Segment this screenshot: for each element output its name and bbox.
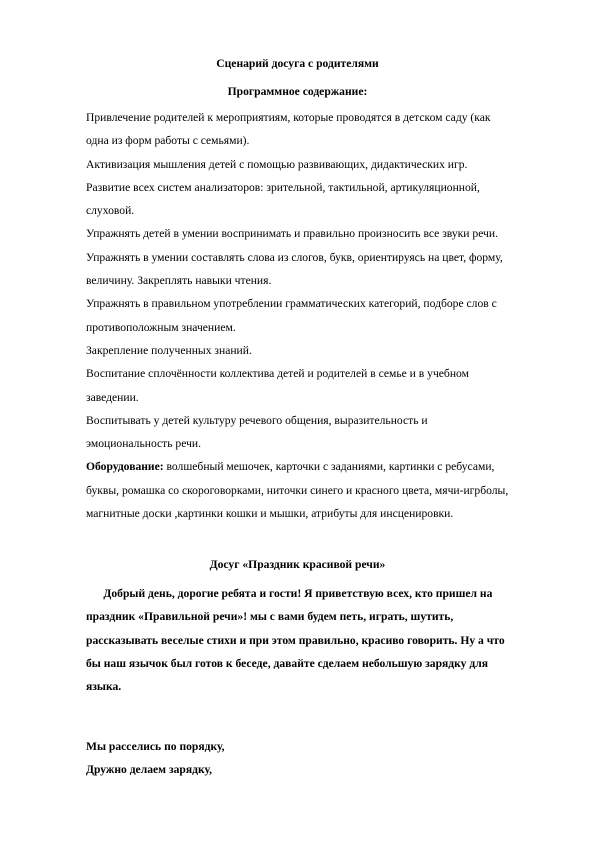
program-line: Упражнять детей в умении воспринимать и правильно произносить все звуки речи. — [86, 227, 498, 241]
greeting-line: праздник «Правильной речи»! мы с вами будем петь, играть, шутить, — [86, 610, 454, 624]
section-title: Досуг «Праздник красивой речи» — [209, 558, 386, 571]
program-line: Воспитание сплочённости коллектива детей и родителей в семье и в учебном — [86, 367, 469, 381]
poem-line: Мы расселись по порядку, — [86, 740, 225, 753]
program-heading: Программное содержание: — [227, 85, 368, 98]
greeting-line: Добрый день, дорогие ребята и гости! Я приветствую всех, кто пришел на — [86, 587, 493, 600]
poem-line: Дружно делаем зарядку, — [86, 763, 213, 777]
greeting-line: бы наш язычок был готов к беседе, давайте сделаем небольшую зарядку для — [86, 656, 489, 670]
program-line: Активизация мышления детей с помощью развивающих, дидактических игр. — [86, 157, 468, 171]
equipment-label: Оборудование: — [86, 460, 164, 474]
greeting-line: рассказывать веселые стихи и при этом правильно, красиво говорить. Ну а что — [86, 633, 505, 647]
program-line: Упражнять в правильном употреблении грамматических категорий, подборе слов с — [86, 297, 497, 311]
program-line: противоположным значением. — [86, 320, 236, 334]
greeting-paragraph — [86, 582, 556, 698]
equipment-line: магнитные доски ,картинки кошки и мышки, атрибуты для инсценировки. — [86, 507, 454, 521]
poem — [86, 735, 546, 782]
program-line: слуховой. — [86, 204, 135, 218]
program-line: Упражнять в умении составлять слова из слогов, букв, ориентируясь на цвет, форму, — [86, 250, 503, 264]
greeting-line: языка. — [86, 680, 122, 694]
program-line: заведении. — [86, 390, 139, 404]
program-line: эмоциональность речи. — [86, 437, 202, 451]
equipment-text: волшебный мешочек, карточки с заданиями, картинки с ребусами, — [163, 460, 495, 474]
program-content — [86, 106, 546, 525]
program-line: величину. Закреплять навыки чтения. — [86, 274, 272, 288]
program-line: Привлечение родителей к мероприятиям, которые проводятся в детском саду (как — [86, 111, 491, 124]
program-line: одна из форм работы с семьями). — [86, 134, 250, 148]
equipment-line: буквы, ромашка со скороговорками, ниточки синего и красного цвета, мячи-игрболы, — [86, 483, 509, 497]
program-line: Закрепление полученных знаний. — [86, 343, 252, 357]
document-title: Сценарий досуга с родителями — [216, 57, 379, 70]
program-line: Воспитывать у детей культуру речевого общения, выразительность и — [86, 413, 428, 427]
equipment-line — [86, 455, 546, 478]
program-line: Развитие всех систем анализаторов: зрительной, тактильной, артикуляционной, — [86, 180, 480, 194]
